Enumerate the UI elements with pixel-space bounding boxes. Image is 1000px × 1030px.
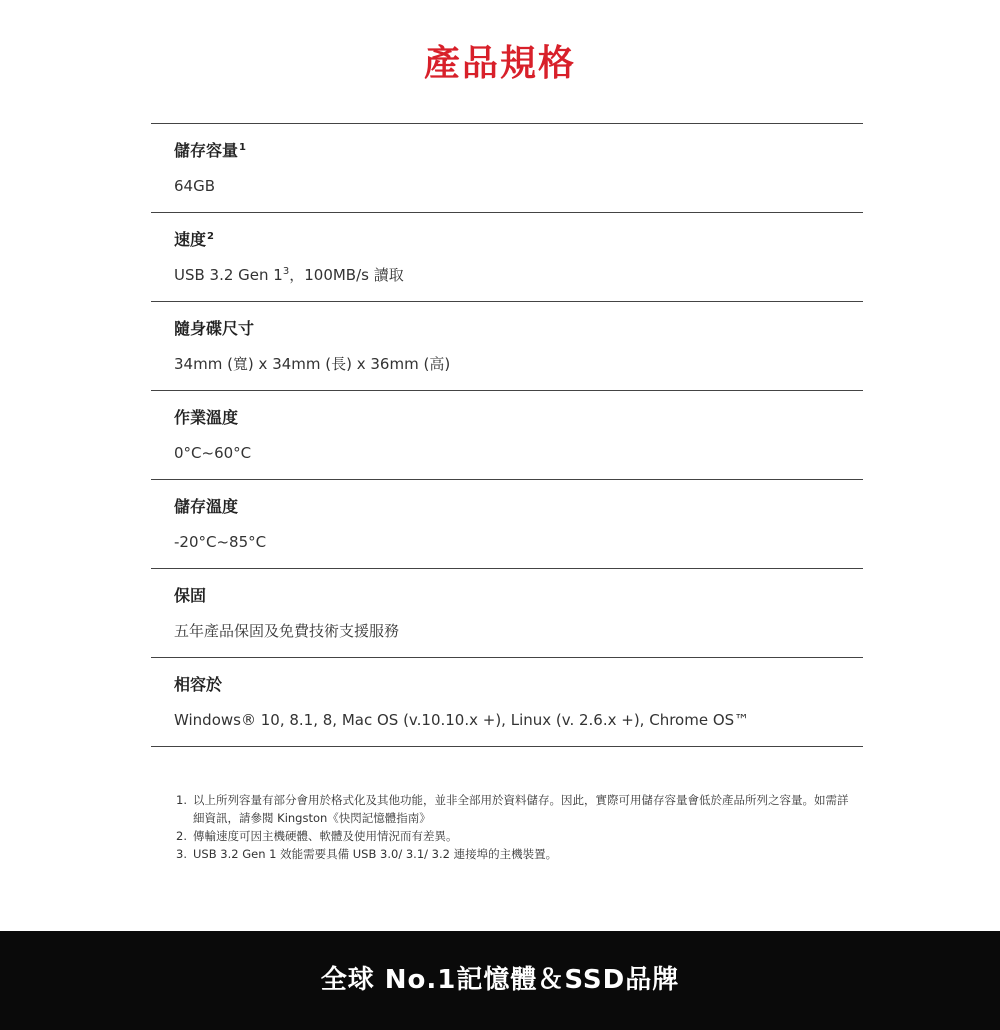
spec-value-warranty: 五年產品保固及免費技術支援服務 [174,622,400,640]
footnote-ref-2: 2 [207,231,214,242]
footnote-item [176,827,856,845]
spec-value-storage-temp: -20°C~85°C [174,533,267,551]
footnote-item [176,791,856,827]
footnote-ref-3: 3 [282,266,290,277]
footer-slogan: 全球 No.1記憶體＆SSD品牌 [320,965,680,995]
page-title: 產品規格 [423,43,576,84]
spec-table [151,123,863,747]
spec-value-compatibility: Windows® 10, 8.1, 8, Mac OS (v.10.10.x +), Linux (v. 2.6.x +), Chrome OS™ [174,711,750,729]
spec-label-compatibility: 相容於 [174,675,223,694]
spec-value-capacity: 64GB [174,177,216,195]
spec-row-speed [151,213,863,302]
footer-banner [0,931,1000,1030]
spec-label-speed: 速度$^2$ [174,230,214,249]
spec-label-warranty: 保固 [174,586,207,605]
spec-label-capacity: 儲存容量$^1$ [174,141,246,160]
footnote-number: 3. [176,847,187,861]
spec-value-speed: USB 3.2 Gen $1^3$，100MB/s 讀取 [174,266,404,284]
spec-row-operating-temp [151,391,863,480]
footnote-text: 以上所列容量有部分會用於格式化及其他功能，並非全部用於資料儲存。因此，實際可用儲存容量會低於產品所列之容量。如需詳細資訊，請參閱 Kingston《快閃記憶體指南》 [193,793,849,825]
spec-label-operating-temp: 作業溫度 [174,408,239,427]
spec-row-warranty [151,569,863,658]
spec-row-dimensions [151,302,863,391]
footnote-text: 傳輸速度可因主機硬體、軟體及使用情況而有差異。 [193,829,458,843]
spec-value-operating-temp: 0°C~60°C [174,444,252,462]
footnote-ref-1: 1 [239,142,246,153]
spec-label-storage-temp: 儲存溫度 [174,497,239,516]
spec-label-dimensions: 隨身碟尺寸 [174,319,255,338]
footnote-number: 2. [176,829,187,843]
footnotes-list [176,791,856,863]
spec-row-storage-temp [151,480,863,569]
footnote-text: USB 3.2 Gen 1 效能需要具備 USB 3.0/ 3.1/ 3.2 連接埠的主機裝置。 [193,847,558,861]
spec-row-capacity [151,124,863,213]
footnote-number: 1. [176,793,187,807]
spec-value-dimensions: 34mm (寬) x 34mm (長) x 36mm (高) [174,355,451,373]
spec-row-compatibility [151,658,863,747]
footnote-item [176,845,856,863]
